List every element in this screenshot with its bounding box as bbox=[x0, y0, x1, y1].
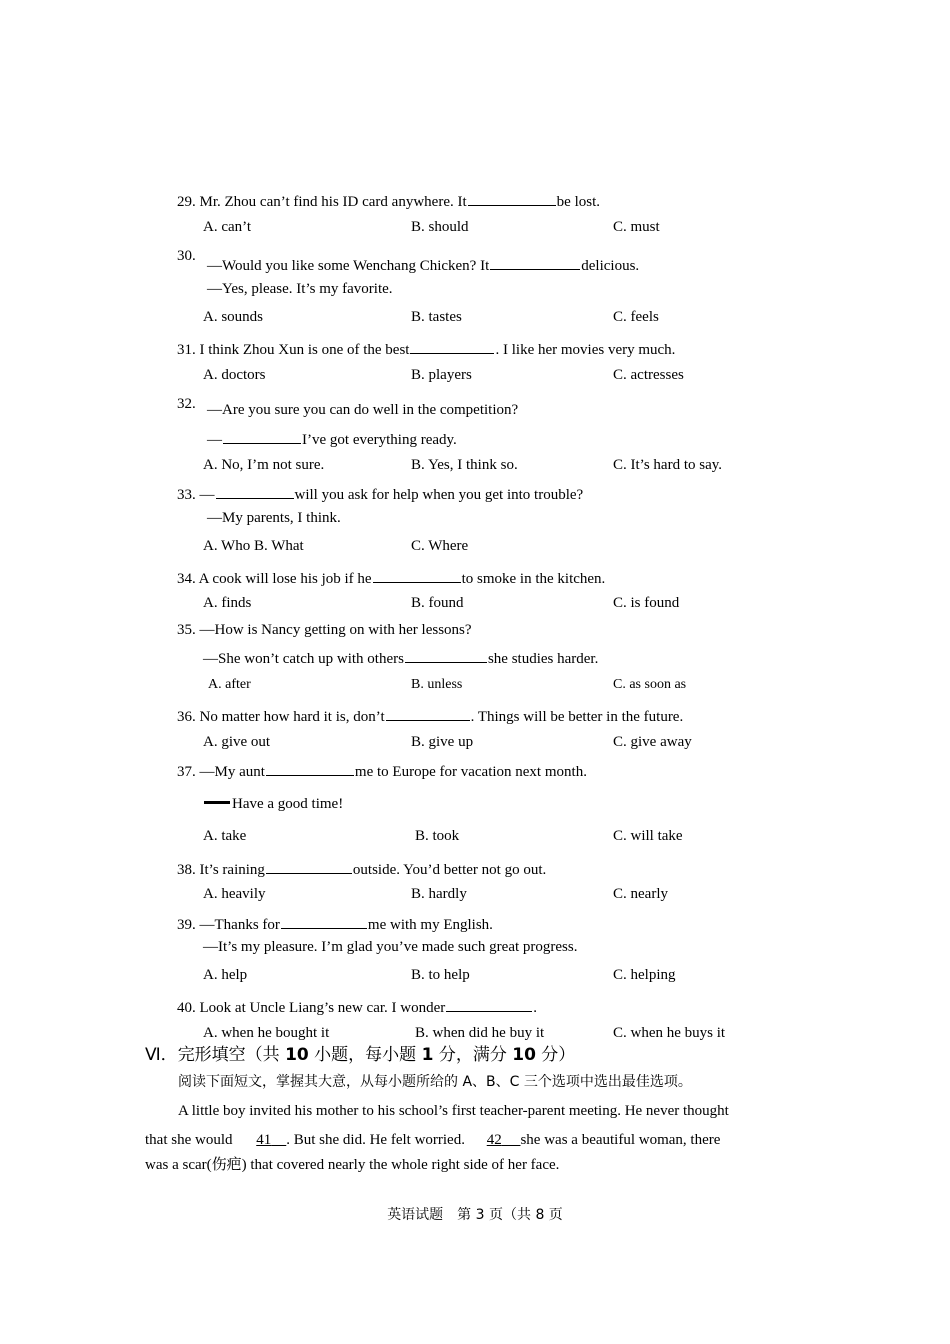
q37-line1 bbox=[177, 761, 587, 780]
blank-42-number: 42 bbox=[486, 1132, 502, 1148]
q31-blank bbox=[410, 339, 494, 354]
section-total: 10 bbox=[512, 1045, 536, 1065]
section-title-d: 分） bbox=[535, 1045, 576, 1065]
q37-option-a: A. take bbox=[203, 828, 247, 844]
q29-stem bbox=[177, 191, 600, 210]
q37-option-c: C. will take bbox=[613, 828, 683, 844]
blank-41 bbox=[256, 1132, 286, 1148]
q39-line2: —It’s my pleasure. I’m glad you’ve made such great progress. bbox=[203, 939, 578, 955]
q38-stem-text: 38. It’s raining bbox=[177, 862, 265, 878]
q32-line2-dash: — bbox=[207, 432, 222, 448]
q36-blank bbox=[386, 706, 470, 721]
q35-option-b: B. unless bbox=[411, 677, 463, 692]
q33-option-c: C. Where bbox=[411, 538, 469, 554]
q39-option-c: C. helping bbox=[613, 967, 676, 983]
q31-option-b: B. players bbox=[411, 367, 472, 383]
q35-line1: 35. —How is Nancy getting on with her lessons? bbox=[177, 622, 472, 638]
q38-option-c: C. nearly bbox=[613, 886, 668, 902]
q30-line2: —Yes, please. It’s my favorite. bbox=[207, 281, 393, 297]
section-heading bbox=[145, 1047, 575, 1064]
q30-line1 bbox=[207, 255, 639, 274]
q37-blank bbox=[266, 761, 354, 776]
passage-line2 bbox=[145, 1133, 797, 1148]
q37-line2 bbox=[204, 797, 343, 812]
q33-line1 bbox=[177, 484, 583, 503]
q33-option-ab: A. Who B. What bbox=[203, 538, 304, 554]
q29-option-a: A. can’t bbox=[203, 219, 252, 235]
q36-stem bbox=[177, 706, 683, 725]
q29-stem-text: 29. Mr. Zhou can’t find his ID card anywhere. It bbox=[177, 194, 467, 210]
q32-line2 bbox=[207, 429, 457, 448]
q39-option-b: B. to help bbox=[411, 967, 470, 983]
passage-line2-a: that she would bbox=[145, 1132, 233, 1148]
q33-line2: —My parents, I think. bbox=[207, 510, 341, 526]
q38-option-a: A. heavily bbox=[203, 886, 266, 902]
q37-option-b: B. took bbox=[415, 828, 460, 844]
q37-dash bbox=[204, 801, 230, 804]
q30-option-c: C. feels bbox=[613, 309, 659, 325]
blank-42 bbox=[487, 1132, 521, 1148]
q31-stem-end: . I like her movies very much. bbox=[495, 342, 676, 358]
q30-line1-end: delicious. bbox=[581, 258, 640, 274]
q34-option-a: A. finds bbox=[203, 595, 252, 611]
q36-option-b: B. give up bbox=[411, 734, 474, 750]
q32-line1: —Are you sure you can do well in the competition? bbox=[207, 402, 519, 418]
section-title-b: 小题，每小题 bbox=[308, 1045, 422, 1065]
section-count: 10 bbox=[285, 1045, 309, 1065]
q40-blank bbox=[446, 997, 532, 1012]
q29-blank bbox=[468, 191, 556, 206]
q31-stem bbox=[177, 339, 675, 358]
passage-line2-c: she was a beautiful woman, there bbox=[520, 1132, 721, 1148]
q30-option-b: B. tastes bbox=[411, 309, 462, 325]
q31-option-a: A. doctors bbox=[203, 367, 266, 383]
passage-line1: A little boy invited his mother to his school’s first teacher-parent meeting. He never thought bbox=[178, 1103, 729, 1119]
q30-number: 30. bbox=[177, 248, 196, 264]
q38-stem-end: outside. You’d better not go out. bbox=[352, 862, 547, 878]
q32-option-a: A. No, I’m not sure. bbox=[203, 457, 325, 473]
q32-line2-text: I’ve got everything ready. bbox=[302, 432, 457, 448]
q35-line2 bbox=[203, 648, 598, 667]
passage-line2-b: . But she did. He felt worried. bbox=[286, 1132, 465, 1148]
q36-stem-end: . Things will be better in the future. bbox=[470, 709, 684, 725]
section-title-c: 分，满分 bbox=[433, 1045, 513, 1065]
q35-line2-text: —She won’t catch up with others bbox=[203, 651, 404, 667]
q36-option-c: C. give away bbox=[613, 734, 692, 750]
section-instruction: 阅读下面短文，掌握其大意，从每小题所给的 A、B、C 三个选项中选出最佳选项。 bbox=[178, 1074, 692, 1090]
q39-line1-text: 39. —Thanks for bbox=[177, 917, 280, 933]
q34-option-b: B. found bbox=[411, 595, 464, 611]
q39-line1 bbox=[177, 914, 493, 933]
q30-option-a: A. sounds bbox=[203, 309, 264, 325]
q38-stem bbox=[177, 859, 546, 878]
q32-blank bbox=[223, 429, 301, 444]
q34-option-c: C. is found bbox=[613, 595, 680, 611]
section-each: 1 bbox=[421, 1045, 434, 1065]
q32-option-b: B. Yes, I think so. bbox=[411, 457, 518, 473]
q34-stem bbox=[177, 568, 605, 587]
q37-line1-text: 37. —My aunt bbox=[177, 764, 265, 780]
q32-option-c: C. It’s hard to say. bbox=[613, 457, 723, 473]
q39-option-a: A. help bbox=[203, 967, 248, 983]
q30-line1-text: —Would you like some Wenchang Chicken? It bbox=[207, 258, 490, 274]
q36-stem-text: 36. No matter how hard it is, don’t bbox=[177, 709, 385, 725]
q38-option-b: B. hardly bbox=[411, 886, 467, 902]
q39-line1-end: me with my English. bbox=[367, 917, 493, 933]
page-footer: 英语试题 第 3 页（共 8 页 bbox=[387, 1207, 563, 1223]
q37-line2-text: Have a good time! bbox=[232, 796, 344, 812]
q39-blank bbox=[281, 914, 367, 929]
q33-line1-end: will you ask for help when you get into trouble? bbox=[294, 487, 584, 503]
passage-line3: was a scar(伤疤) that covered nearly the whole right side of her face. bbox=[145, 1157, 560, 1173]
q31-option-c: C. actresses bbox=[613, 367, 684, 383]
q33-blank bbox=[216, 484, 294, 499]
q30-blank bbox=[490, 255, 580, 270]
q40-stem bbox=[177, 997, 537, 1016]
section-roman: Ⅵ． bbox=[145, 1045, 178, 1065]
blank-41-number: 41 bbox=[256, 1132, 272, 1148]
q40-stem-end: . bbox=[533, 1000, 537, 1016]
q34-blank bbox=[373, 568, 461, 583]
q31-stem-text: 31. I think Zhou Xun is one of the best bbox=[177, 342, 410, 358]
q29-stem-end: be lost. bbox=[556, 194, 600, 210]
q34-stem-end: to smoke in the kitchen. bbox=[461, 571, 606, 587]
section-title-a: 完形填空（共 bbox=[177, 1045, 286, 1065]
q40-option-b: B. when did he buy it bbox=[415, 1025, 545, 1041]
q29-option-c: C. must bbox=[613, 219, 660, 235]
q33-line1-text: 33. — bbox=[177, 487, 215, 503]
q35-option-c: C. as soon as bbox=[613, 677, 687, 692]
q35-line2-end: she studies harder. bbox=[487, 651, 599, 667]
q36-option-a: A. give out bbox=[203, 734, 271, 750]
q35-option-a: A. after bbox=[208, 677, 251, 692]
q37-line1-end: me to Europe for vacation next month. bbox=[354, 764, 587, 780]
q40-option-a: A. when he bought it bbox=[203, 1025, 330, 1041]
q40-stem-text: 40. Look at Uncle Liang’s new car. I wonder bbox=[177, 1000, 446, 1016]
q29-option-b: B. should bbox=[411, 219, 469, 235]
q38-blank bbox=[266, 859, 352, 874]
q32-number: 32. bbox=[177, 396, 196, 412]
q34-stem-text: 34. A cook will lose his job if he bbox=[177, 571, 372, 587]
q35-blank bbox=[405, 648, 487, 663]
q40-option-c: C. when he buys it bbox=[613, 1025, 726, 1041]
